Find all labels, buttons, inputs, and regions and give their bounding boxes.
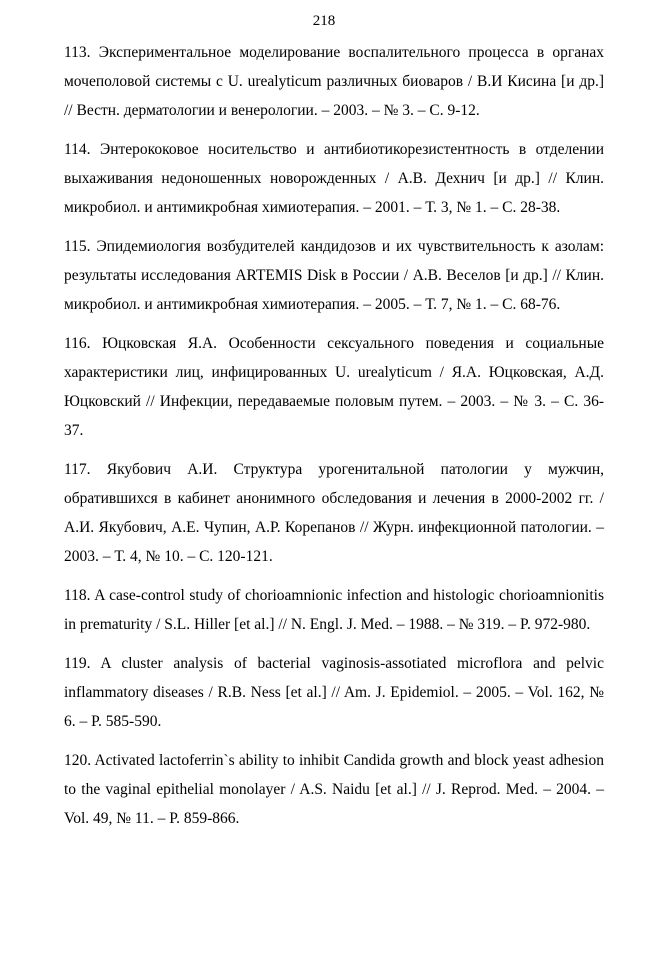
reference-item [64, 329, 604, 445]
reference-entry [64, 746, 604, 833]
reference-item [64, 232, 604, 319]
reference-number: 114. [64, 141, 91, 158]
reference-text: Эпидемиология возбудителей кандидозов и их чувствительность к азолам: результаты исследования ARTEMIS Disk в России / А.В. Веселов [и др.] // Клин. микробиол. и антимикробная химиотерапия. – 2005. – Т. 7, № 1. – С. 68-76. [64, 238, 605, 313]
reference-entry [64, 581, 604, 639]
reference-number: 117. [64, 461, 91, 478]
reference-number: 120. [64, 752, 92, 769]
reference-entry [64, 649, 604, 736]
reference-text: A cluster analysis of bacterial vaginosis-assotiated microflora and pelvic inflammatory diseases / R.B. Ness [et al.] // Am. J. Epidemiol. – 2005. – Vol. 162, № 6. – P. 585-590. [64, 655, 604, 730]
reference-entry [64, 232, 604, 319]
page-number: 218 [312, 13, 336, 29]
reference-item [64, 649, 604, 736]
reference-item [64, 746, 604, 833]
reference-number: 115. [64, 238, 91, 255]
reference-entry [64, 135, 604, 222]
reference-item [64, 455, 604, 571]
reference-text: A case-control study of chorioamnionic infection and histologic chorioamnionitis in prematurity / S.L. Hiller [et al.] // N. Engl. J. Med. – 1988. – № 319. – P. 972-980. [64, 587, 604, 633]
reference-text: Энтерококовое носительство и антибиотикорезистентность в отделении выхаживания недоношенных новорожденных / А.В. Дехнич [и др.] // Клин. микробиол. и антимикробная химиотерапия. – 2001. – Т. 3, № 1. – С. 28-38. [64, 141, 604, 216]
reference-number: 118. [64, 587, 91, 604]
reference-item [64, 581, 604, 639]
reference-item [64, 38, 604, 125]
reference-text: Экспериментальное моделирование воспалительного процесса в органах мочеполовой системы с U. urealyticum различных биоваров / В.И Кисина [и др.] // Вестн. дерматологии и венерологии. – 2003. – № 3. – С. 9-12. [64, 44, 605, 119]
reference-number: 113. [64, 44, 91, 61]
reference-entry [64, 455, 604, 571]
reference-text: Якубович А.И. Структура урогенитальной патологии у мужчин, обратившихся в кабинет анонимного обследования и лечения в 2000-2002 гг. / А.И. Якубович, А.Е. Чупин, А.Р. Корепанов // Журн. инфекционной патологии. – 2003. – Т. 4, № 10. – С. 120-121. [64, 461, 604, 565]
reference-entry [64, 329, 604, 445]
reference-text: Activated lactoferrin`s ability to inhibit Candida growth and block yeast adhesion to the vaginal epithelial monolayer / A.S. Naidu [et al.] // J. Reprod. Med. – 2004. – Vol. 49, № 11. – P. 859-866. [64, 752, 604, 827]
reference-item [64, 135, 604, 222]
reference-list [64, 38, 604, 843]
reference-number: 116. [64, 335, 91, 352]
reference-text: Юцковская Я.А. Особенности сексуального поведения и социальные характеристики лиц, инфицированных U. urealyticum / Я.А. Юцковская, А.Д. Юцковский // Инфекции, передаваемые половым путем. – 2003. – № 3. – С. 36-37. [64, 335, 604, 439]
reference-number: 119. [64, 655, 91, 672]
reference-entry [64, 38, 604, 125]
